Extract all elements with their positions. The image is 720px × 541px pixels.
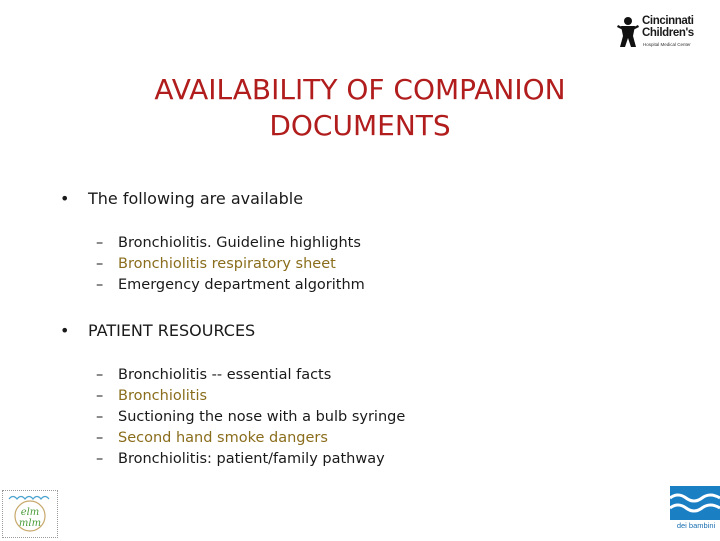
logo-line-2: Children's <box>642 27 694 39</box>
dash-marker: – <box>96 235 104 251</box>
sub-item-text: Bronchiolitis respiratory sheet <box>118 256 336 272</box>
bullet-marker: • <box>60 189 70 208</box>
sub-item-text: Bronchiolitis -- essential facts <box>118 367 332 383</box>
sub-item-text: Bronchiolitis <box>118 388 208 404</box>
gaslini-logo <box>670 486 720 540</box>
svg-text:mlm: mlm <box>18 518 42 529</box>
child-figure-icon <box>616 16 640 48</box>
dash-marker: – <box>96 256 104 272</box>
title-line-1: AVAILABILITY OF COMPANION <box>154 73 566 106</box>
dash-marker: – <box>96 367 104 383</box>
dash-marker: – <box>96 430 104 446</box>
logo-line-3: Hospital Medical Center <box>643 42 691 47</box>
dash-marker: – <box>96 451 104 467</box>
sub-item-text: Bronchiolitis. Guideline highlights <box>118 235 361 251</box>
cincinnati-childrens-logo <box>616 14 712 50</box>
elm-mlm-logo <box>2 490 58 538</box>
sub-item-text: Bronchiolitis: patient/family pathway <box>118 451 385 467</box>
sub-item-text: Emergency department algorithm <box>118 277 365 293</box>
dash-marker: – <box>96 388 104 404</box>
bullet-marker: • <box>60 321 70 340</box>
slide-title <box>80 72 640 144</box>
logo-line-1: Cincinnati <box>642 15 694 27</box>
elm-logo-icon <box>3 491 57 537</box>
wave-logo-icon <box>670 486 720 522</box>
dash-marker: – <box>96 409 104 425</box>
sub-item-text: Second hand smoke dangers <box>118 430 328 446</box>
logo-caption: dei bambini <box>676 521 716 530</box>
sub-item-text: Suctioning the nose with a bulb syringe <box>118 409 406 425</box>
bullet-text: The following are available <box>88 189 304 208</box>
title-line-2: DOCUMENTS <box>269 109 451 142</box>
svg-text:elm: elm <box>20 507 40 518</box>
bullet-text: PATIENT RESOURCES <box>88 321 256 340</box>
dash-marker: – <box>96 277 104 293</box>
